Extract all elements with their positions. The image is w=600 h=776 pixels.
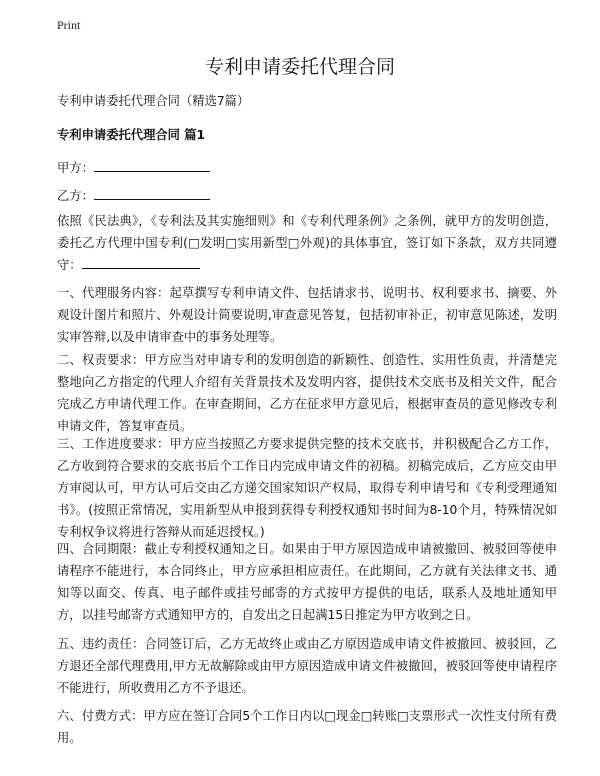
document-title: 专利申请委托代理合同 — [204, 56, 395, 78]
party-b-label: 乙方： — [57, 189, 94, 203]
intro-paragraph — [57, 210, 557, 276]
print-link[interactable]: Print — [57, 18, 81, 32]
clause-1: 一、代理服务内容：起草撰写专利申请文件、包括请求书、说明书、权利要求书、摘要、外观设计图片和照片、外观设计简要说明,审查意见答复，包括初审补正，初审意见陈述，发明实审答辩,以及申请审查中的事务处理等。 — [57, 286, 557, 344]
document-subtitle: 专利申请委托代理合同（精选7篇） — [57, 94, 250, 108]
intro-blank — [82, 255, 200, 269]
party-b-blank — [94, 186, 210, 200]
clause-4: 四、合同期限：截止专利授权通知之日。如果由于甲方原因造成申请被撤回、被驳回等使申请程序不能进行，本合同终止，甲方应承担相应责任。在此期间，乙方就有关法律文书、通知等以面交、传真、电子邮件或挂号邮寄的方式按甲方提供的电话，联系人及地址通知甲方，以挂号邮寄方式通知甲方的，自发出之日起满15日推定为甲方收到之日。 — [57, 542, 557, 622]
section-heading: 专利申请委托代理合同 篇1 — [57, 128, 206, 142]
party-b-line — [57, 185, 557, 207]
clause-5: 五、违约责任：合同签订后，乙方无故终止或由乙方原因造成申请文件被撤回、被驳回，乙方退还全部代理费用,甲方无故解除或由甲方原因造成申请文件被撤回，被驳回等使申请程序不能进行，所收费用乙方不予退还。 — [57, 637, 557, 695]
clause-3: 三、工作进度要求：甲方应当按照乙方要求提供完整的技术交底书，并积极配合乙方工作，乙方收到符合要求的交底书后个工作日内完成申请文件的初稿。初稿完成后，乙方应交由甲方审阅认可，甲方认可后交由乙方递交国家知识产权局，取得专利申请号和《专利受理通知书》。(按照正常情况，实用新型从申报到获得专利授权通知书时间为8-10个月，特殊情况如专利权争议将进行答辩从而延迟授权。) — [57, 437, 557, 539]
party-a-label: 甲方： — [57, 161, 94, 175]
clause-6: 六、付费方式：甲方应在签订合同5个工作日内以□现金□转账□支票形式一次性支付所有费用。 — [57, 709, 557, 745]
party-a-blank — [94, 158, 210, 172]
party-a-line — [57, 157, 557, 179]
clause-2: 二、权责要求：甲方应当对申请专利的发明创造的新颖性、创造性、实用性负责，并清楚完整地向乙方指定的代理人介绍有关背景技术及发明内容，提供技术交底书及相关文件，配合完成乙方申请代理工作。在审查期间，乙方在征求甲方意见后，根据审查员的意见修改专利申请文件，答复审查员。 — [57, 353, 557, 433]
intro-text: 依照《民法典》，《专利法及其实施细则》和《专利代理条例》之条例，就甲方的发明创造，委托乙方代理中国专利(□发明□实用新型□外观)的具体事宜，签订如下条款，双方共同遵守： — [57, 214, 557, 272]
